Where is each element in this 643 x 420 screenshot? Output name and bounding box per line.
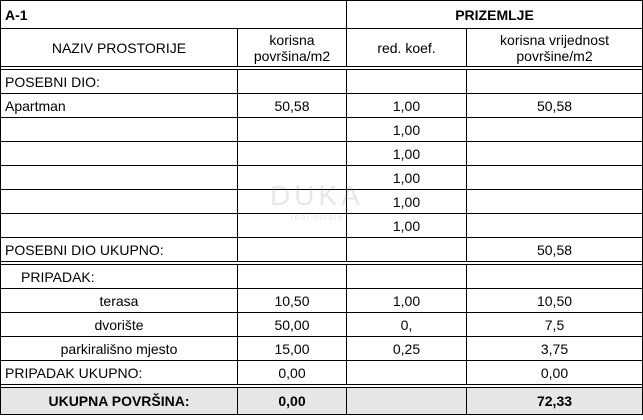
header-row-2 — [1, 29, 643, 67]
col-header-area-line2: površina/m2 — [253, 47, 331, 64]
row-value: 50,58 — [467, 94, 643, 118]
section-extra-total-area: 0,00 — [238, 361, 347, 385]
row-value — [467, 118, 643, 142]
unit-label: A-1 — [1, 1, 347, 29]
row-name — [1, 166, 238, 190]
row-coef: 1,00 — [347, 214, 467, 238]
row-area: 10,50 — [238, 289, 347, 313]
row-area: 15,00 — [238, 337, 347, 361]
row-coef: 1,00 — [347, 190, 467, 214]
row-coef: 1,00 — [347, 289, 467, 313]
row-coef: 1,00 — [347, 94, 467, 118]
row-area — [238, 166, 347, 190]
section-main-title-row — [1, 70, 643, 94]
row-name: dvorište — [1, 313, 238, 337]
row-coef: 1,00 — [347, 166, 467, 190]
section-extra-total-label: PRIPADAK UKUPNO: — [1, 361, 238, 385]
col-header-value — [467, 29, 643, 67]
col-header-coef: red. koef. — [347, 29, 467, 67]
grand-total-row — [1, 388, 643, 415]
table-row — [1, 214, 643, 238]
section-main-total-row — [1, 238, 643, 262]
row-area: 50,00 — [238, 313, 347, 337]
table-row — [1, 118, 643, 142]
col-header-value-line1: korisna vrijednost — [500, 31, 609, 48]
section-extra-total-value: 0,00 — [467, 361, 643, 385]
row-name — [1, 214, 238, 238]
table-row — [1, 166, 643, 190]
row-coef: 1,00 — [347, 142, 467, 166]
row-name — [1, 118, 238, 142]
col-header-area — [238, 29, 347, 67]
row-area — [238, 214, 347, 238]
section-extra-title: PRIPADAK: — [1, 265, 238, 289]
section-extra-title-row — [1, 265, 643, 289]
grand-total-area: 0,00 — [238, 388, 347, 415]
row-name — [1, 190, 238, 214]
header-row-1 — [1, 1, 643, 29]
row-value — [467, 166, 643, 190]
grand-total-value: 72,33 — [467, 388, 643, 415]
row-value — [467, 142, 643, 166]
grand-total-label: UKUPNA POVRŠINA: — [1, 388, 238, 415]
row-name: Apartman — [1, 94, 238, 118]
col-header-area-line1: korisna — [269, 31, 315, 48]
section-main-total-label: POSEBNI DIO UKUPNO: — [1, 238, 238, 262]
section-main-title: POSEBNI DIO: — [1, 70, 238, 94]
table-row — [1, 190, 643, 214]
row-area — [238, 190, 347, 214]
col-header-name: NAZIV PROSTORIJE — [1, 29, 238, 67]
row-value — [467, 214, 643, 238]
table-row — [1, 94, 643, 118]
row-value: 3,75 — [467, 337, 643, 361]
row-value — [467, 190, 643, 214]
row-coef: 0, — [347, 313, 467, 337]
row-area: 50,58 — [238, 94, 347, 118]
table-row — [1, 142, 643, 166]
row-name: terasa — [1, 289, 238, 313]
row-name — [1, 142, 238, 166]
table-row — [1, 337, 643, 361]
row-name: parkirališno mjesto — [1, 337, 238, 361]
row-coef: 1,00 — [347, 118, 467, 142]
watermark-logo: DUKA real estate — [270, 180, 364, 222]
col-header-value-line2: površine/m2 — [516, 47, 593, 64]
row-area — [238, 118, 347, 142]
floor-label: PRIZEMLJE — [347, 1, 643, 29]
section-extra-total-row — [1, 361, 643, 385]
row-area — [238, 142, 347, 166]
section-main-total-value: 50,58 — [467, 238, 643, 262]
row-value: 7,5 — [467, 313, 643, 337]
table-row — [1, 289, 643, 313]
row-coef: 0,25 — [347, 337, 467, 361]
table-row — [1, 313, 643, 337]
row-value: 10,50 — [467, 289, 643, 313]
